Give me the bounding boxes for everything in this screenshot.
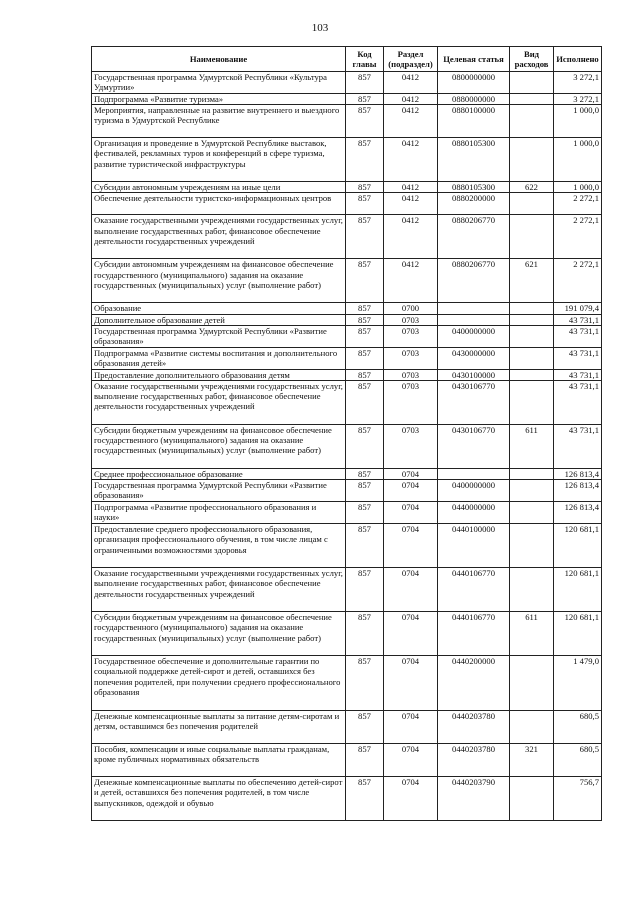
cell-name: Субсидии бюджетным учреждениям на финансовое обеспечение государственного (муниципального) задания на оказание государственных (муниципальных) услуг (выполнение работ) (92, 425, 346, 469)
cell-code: 857 (346, 105, 384, 138)
cell-code: 857 (346, 777, 384, 821)
cell-expense (510, 347, 554, 369)
cell-target: 0430000000 (438, 347, 510, 369)
cell-target (438, 469, 510, 480)
cell-target (438, 314, 510, 325)
cell-section: 0704 (384, 711, 438, 744)
cell-name: Обеспечение деятельности туристско-информационных центров (92, 193, 346, 215)
cell-section: 0703 (384, 425, 438, 469)
cell-name: Оказание государственными учреждениями государственных услуг, выполнение государственных работ, финансовое обеспечение деятельности государственных учреждений (92, 381, 346, 425)
cell-code: 857 (346, 469, 384, 480)
cell-target: 0400000000 (438, 325, 510, 347)
cell-expense (510, 469, 554, 480)
table-row (92, 744, 602, 777)
cell-name: Подпрограмма «Развитие туризма» (92, 94, 346, 105)
table-row (92, 105, 602, 138)
table-row (92, 612, 602, 656)
cell-target: 0430106770 (438, 425, 510, 469)
header-name: Наименование (92, 47, 346, 72)
cell-code: 857 (346, 656, 384, 711)
table-row (92, 369, 602, 380)
table-row (92, 325, 602, 347)
cell-amount: 1 000,0 (554, 138, 602, 182)
cell-expense (510, 568, 554, 612)
table-row (92, 502, 602, 524)
cell-section: 0412 (384, 72, 438, 94)
cell-section: 0703 (384, 325, 438, 347)
cell-section: 0412 (384, 259, 438, 303)
cell-code: 857 (346, 711, 384, 744)
cell-amount: 191 079,4 (554, 303, 602, 314)
cell-expense (510, 502, 554, 524)
cell-section: 0704 (384, 656, 438, 711)
cell-name: Подпрограмма «Развитие профессионального образования и науки» (92, 502, 346, 524)
cell-section: 0704 (384, 524, 438, 568)
table-row (92, 72, 602, 94)
cell-code: 857 (346, 94, 384, 105)
cell-code: 857 (346, 314, 384, 325)
cell-amount: 2 272,1 (554, 193, 602, 215)
cell-section: 0704 (384, 568, 438, 612)
cell-name: Оказание государственными учреждениями государственных услуг, выполнение государственных работ, финансовое обеспечение деятельности государственных учреждений (92, 215, 346, 259)
table-row (92, 711, 602, 744)
cell-target: 0440203780 (438, 711, 510, 744)
table-row (92, 425, 602, 469)
table-row (92, 524, 602, 568)
table-row (92, 347, 602, 369)
cell-expense (510, 656, 554, 711)
cell-target: 0400000000 (438, 480, 510, 502)
cell-expense (510, 711, 554, 744)
cell-expense (510, 193, 554, 215)
cell-section: 0412 (384, 105, 438, 138)
cell-amount: 3 272,1 (554, 94, 602, 105)
table-row (92, 193, 602, 215)
header-code: Код главы (346, 47, 384, 72)
table-row (92, 303, 602, 314)
cell-name: Субсидии автономным учреждениям на иные цели (92, 182, 346, 193)
cell-target: 0880105300 (438, 182, 510, 193)
cell-amount: 120 681,1 (554, 524, 602, 568)
cell-code: 857 (346, 215, 384, 259)
table-row (92, 182, 602, 193)
cell-expense (510, 369, 554, 380)
page-number: 103 (311, 22, 329, 34)
cell-amount: 126 813,4 (554, 480, 602, 502)
cell-section: 0412 (384, 94, 438, 105)
cell-target: 0880200000 (438, 193, 510, 215)
cell-amount: 43 731,1 (554, 314, 602, 325)
cell-name: Пособия, компенсации и иные социальные выплаты гражданам, кроме публичных нормативных обязательств (92, 744, 346, 777)
budget-execution-table (91, 46, 602, 821)
cell-section: 0412 (384, 182, 438, 193)
cell-amount: 1 479,0 (554, 656, 602, 711)
cell-name: Государственное обеспечение и дополнительные гарантии по социальной поддержке детей-сирот и детей, оставшихся без попечения родителей, при получении среднего профессионального образования (92, 656, 346, 711)
cell-expense (510, 105, 554, 138)
cell-code: 857 (346, 612, 384, 656)
cell-name: Среднее профессиональное образование (92, 469, 346, 480)
cell-amount: 43 731,1 (554, 425, 602, 469)
cell-amount: 120 681,1 (554, 612, 602, 656)
cell-expense: 611 (510, 425, 554, 469)
cell-section: 0704 (384, 612, 438, 656)
header-section: Раздел (подраздел) (384, 47, 438, 72)
cell-section: 0704 (384, 469, 438, 480)
cell-code: 857 (346, 347, 384, 369)
table-row (92, 215, 602, 259)
cell-amount: 43 731,1 (554, 381, 602, 425)
cell-amount: 126 813,4 (554, 502, 602, 524)
table-row (92, 259, 602, 303)
cell-name: Дополнительное образование детей (92, 314, 346, 325)
table-header-row (92, 47, 602, 72)
cell-expense (510, 325, 554, 347)
cell-name: Субсидии автономным учреждениям на финансовое обеспечение государственного (муниципального) задания на оказание государственных (муниципальных) услуг (выполнение работ) (92, 259, 346, 303)
cell-name: Субсидии бюджетным учреждениям на финансовое обеспечение государственного (муниципального) задания на оказание государственных (муниципальных) услуг (выполнение работ) (92, 612, 346, 656)
cell-expense (510, 72, 554, 94)
cell-target: 0880000000 (438, 94, 510, 105)
cell-name: Денежные компенсационные выплаты за питание детям-сиротам и детям, оставшимся без попечения родителей (92, 711, 346, 744)
table-body (92, 72, 602, 821)
cell-expense: 621 (510, 259, 554, 303)
cell-target: 0440203780 (438, 744, 510, 777)
cell-code: 857 (346, 568, 384, 612)
cell-code: 857 (346, 182, 384, 193)
cell-target: 0880206770 (438, 215, 510, 259)
table-row (92, 656, 602, 711)
cell-section: 0704 (384, 502, 438, 524)
cell-expense (510, 524, 554, 568)
cell-code: 857 (346, 381, 384, 425)
cell-code: 857 (346, 72, 384, 94)
cell-expense: 321 (510, 744, 554, 777)
cell-target: 0880100000 (438, 105, 510, 138)
cell-code: 857 (346, 259, 384, 303)
cell-section: 0704 (384, 744, 438, 777)
cell-target: 0430106770 (438, 381, 510, 425)
cell-expense (510, 303, 554, 314)
cell-expense (510, 215, 554, 259)
cell-target: 0440106770 (438, 612, 510, 656)
cell-name: Подпрограмма «Развитие системы воспитания и дополнительного образования детей» (92, 347, 346, 369)
cell-amount: 756,7 (554, 777, 602, 821)
table-row (92, 777, 602, 821)
cell-expense: 622 (510, 182, 554, 193)
cell-amount: 2 272,1 (554, 215, 602, 259)
cell-expense (510, 138, 554, 182)
cell-section: 0412 (384, 138, 438, 182)
cell-amount: 43 731,1 (554, 369, 602, 380)
cell-amount: 126 813,4 (554, 469, 602, 480)
table-row (92, 94, 602, 105)
cell-code: 857 (346, 480, 384, 502)
cell-name: Предоставление дополнительного образования детям (92, 369, 346, 380)
table-row (92, 138, 602, 182)
cell-target: 0440203790 (438, 777, 510, 821)
cell-section: 0700 (384, 303, 438, 314)
cell-target: 0440106770 (438, 568, 510, 612)
cell-expense (510, 480, 554, 502)
cell-name: Государственная программа Удмуртской Республики «Развитие образования» (92, 325, 346, 347)
cell-code: 857 (346, 425, 384, 469)
cell-name: Образование (92, 303, 346, 314)
cell-name: Денежные компенсационные выплаты по обеспечению детей-сирот и детей, оставшихся без попечения родителей, в том числе выпускников, одеждой и обувью (92, 777, 346, 821)
cell-target: 0880105300 (438, 138, 510, 182)
cell-target: 0880206770 (438, 259, 510, 303)
cell-expense (510, 314, 554, 325)
table-row (92, 381, 602, 425)
cell-name: Организация и проведение в Удмуртской Республике выставок, фестивалей, рекламных туров и конференций в сфере туризма, развитие туристической инфраструктуры (92, 138, 346, 182)
cell-section: 0703 (384, 314, 438, 325)
cell-section: 0412 (384, 193, 438, 215)
cell-amount: 43 731,1 (554, 347, 602, 369)
cell-section: 0703 (384, 369, 438, 380)
cell-amount: 3 272,1 (554, 72, 602, 94)
cell-amount: 2 272,1 (554, 259, 602, 303)
cell-code: 857 (346, 193, 384, 215)
cell-amount: 680,5 (554, 711, 602, 744)
cell-code: 857 (346, 325, 384, 347)
cell-amount: 1 000,0 (554, 105, 602, 138)
cell-section: 0704 (384, 480, 438, 502)
cell-target: 0800000000 (438, 72, 510, 94)
cell-code: 857 (346, 502, 384, 524)
cell-code: 857 (346, 138, 384, 182)
cell-amount: 1 000,0 (554, 182, 602, 193)
table-row (92, 568, 602, 612)
cell-name: Государственная программа Удмуртской Республики «Культура Удмуртии» (92, 72, 346, 94)
cell-section: 0703 (384, 381, 438, 425)
cell-section: 0703 (384, 347, 438, 369)
cell-name: Предоставление среднего профессионального образования, организация профессионального обучения, в том числе лицам с ограниченными возможностями здоровья (92, 524, 346, 568)
table-row (92, 469, 602, 480)
cell-name: Государственная программа Удмуртской Республики «Развитие образования» (92, 480, 346, 502)
cell-amount: 43 731,1 (554, 325, 602, 347)
cell-expense (510, 777, 554, 821)
cell-section: 0412 (384, 215, 438, 259)
cell-amount: 680,5 (554, 744, 602, 777)
header-amount: Исполнено (554, 47, 602, 72)
cell-code: 857 (346, 744, 384, 777)
cell-expense (510, 381, 554, 425)
cell-target: 0440100000 (438, 524, 510, 568)
cell-code: 857 (346, 303, 384, 314)
cell-target: 0440000000 (438, 502, 510, 524)
cell-expense (510, 94, 554, 105)
cell-name: Оказание государственными учреждениями государственных услуг, выполнение государственных работ, финансовое обеспечение деятельности государственных учреждений (92, 568, 346, 612)
table-row (92, 480, 602, 502)
table-row (92, 314, 602, 325)
cell-code: 857 (346, 524, 384, 568)
cell-code: 857 (346, 369, 384, 380)
header-expense: Вид расходов (510, 47, 554, 72)
header-target: Целевая статья (438, 47, 510, 72)
cell-target: 0430100000 (438, 369, 510, 380)
cell-expense: 611 (510, 612, 554, 656)
cell-target (438, 303, 510, 314)
cell-name: Мероприятия, направленные на развитие внутреннего и выездного туризма в Удмуртской Республике (92, 105, 346, 138)
cell-section: 0704 (384, 777, 438, 821)
cell-amount: 120 681,1 (554, 568, 602, 612)
cell-target: 0440200000 (438, 656, 510, 711)
